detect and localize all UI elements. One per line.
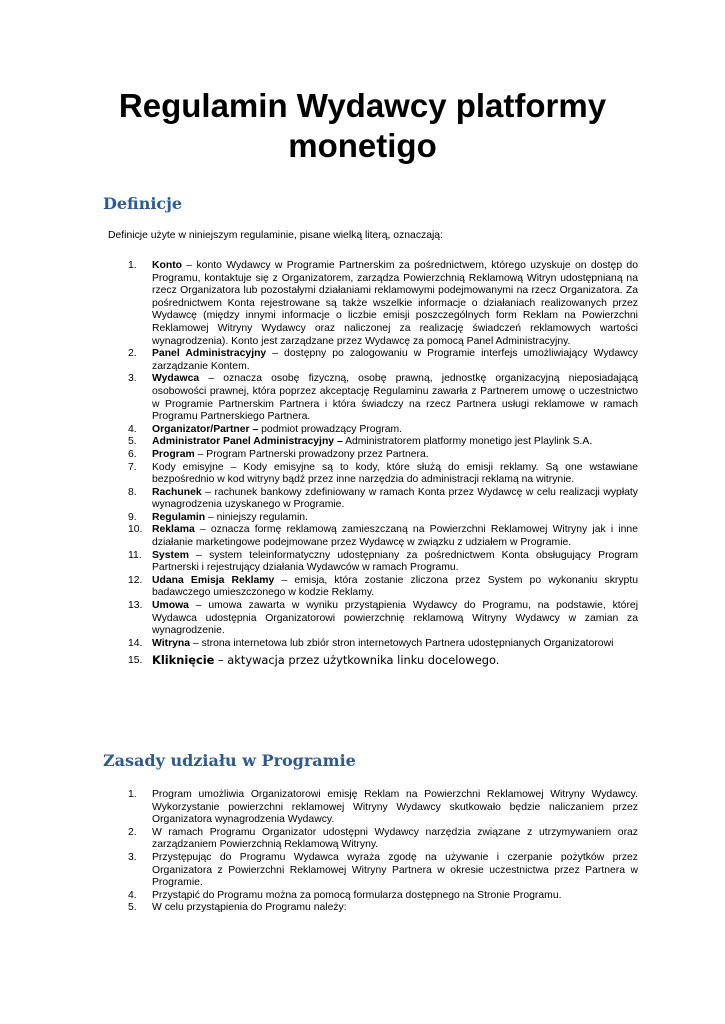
list-item: 3. Przystępując do Programu Wydawca wyraża zgodę na używanie i czerpanie pożytków przez Organizatora z Powierzchni Reklamowej Witryny Partnera w okresie uczestnictwa przez Partnera w Programie. [128, 851, 638, 889]
title-line-1: Regulamin Wydawcy platformy [118, 87, 607, 124]
list-item: 5. W celu przystąpienia do Programu należy: [128, 902, 347, 914]
list-item: 5. Administrator Panel Administracyjny – Administratorem platformy monetigo jest Playlink S.A. [128, 436, 593, 448]
definitions-intro: Definicje użyte w niniejszym regulaminie, pisane wielką literą, oznaczają: [108, 230, 443, 241]
list-item: 6. Program – Program Partnerski prowadzony przez Partnera. [128, 448, 429, 460]
section-heading-definitions: Definicje [103, 194, 183, 213]
list-item: 9. Regulamin – niniejszy regulamin. [128, 511, 308, 523]
title-line-2: monetigo [288, 127, 437, 164]
list-item: 1. Program umożliwia Organizatorowi emisję Reklam na Powierzchni Reklamowej Witryny Wydawcy. Wykorzystanie powierzchni reklamowej Witryny Wydawcy skutkowało będzie naliczaniem przez Organizatora wynagrodzenia Wydawcy. [128, 789, 638, 826]
list-item: 4. Przystąpić do Programu można za pomocą formularza dostępnego na Stronie Programu. [128, 889, 562, 901]
list-item: 12. Udana Emisja Reklamy – emisja, która zostanie zliczona przez System po wykonaniu skryptu badawczego umieszczonego w kodzie Reklamy. [128, 574, 638, 599]
list-item: 13. Umowa – umowa zawarta w wyniku przystąpienia Wydawcy do Programu, na podstawie, której Wydawca udostępnia Organizatorowi powierzchnię reklamową Witryny Wydawcy w zamian za wynagrodzenie. [128, 600, 638, 637]
document-title [60, 86, 665, 166]
list-item: 7. Kody emisyjne – Kody emisyjne są to kody, które służą do emisji reklamy. Są one wstawiane bezpośrednio w kod witryny bądź przez inne narzędzia do administracji reklamą na witrynie. [128, 461, 638, 486]
list-item: 15. Kliknięcie – aktywacja przez użytkownika linku docelowego. [128, 653, 500, 668]
list-item: 4. Organizator/Partner – podmiot prowadzący Program. [128, 423, 403, 435]
list-item: 2. W ramach Programu Organizator udostępni Wydawcy narzędzia związane z utrzymywaniem oraz zarządzaniem Powierzchnią Reklamową Witryny. [128, 826, 638, 851]
list-item: 3. Wydawca – oznacza osobę fizyczną, osobę prawną, jednostkę organizacyjną nieposiadającą osobowości prawnej, która poprzez akceptację Regulaminu zawarła z Partnerem umowę o uczestnictwo w Programie Partnerskim Partnera i która świadczy na rzecz Partnera usługi reklamowe w ramach Programu Partnerskiego Partnera. [128, 373, 638, 423]
definitions-list [128, 260, 638, 668]
list-item: 8. Rachunek – rachunek bankowy zdefiniowany w ramach Konta przez Wydawcę w celu realizacji wypłaty wynagrodzenia uzyskanego w Programie. [128, 486, 638, 511]
section-heading-rules: Zasady udziału w Programie [103, 751, 356, 770]
rules-list [128, 789, 638, 915]
list-item: 2. Panel Administracyjny – dostępny po zalogowaniu w Programie interfejs umożliwiający Wydawcy zarządzanie Kontem. [128, 348, 639, 372]
list-item: 1. Konto – konto Wydawcy w Programie Partnerskim za pośrednictwem, którego uzyskuje on dostęp do Programu, kontaktuje się z Organizatorem, zarządza Powierzchnią Reklamową Witryn udostępnianą na rzecz Organizatora lub pozostałymi działaniami reklamowymi podejmowanymi na rzecz Organizatora. Za pośrednictwem Konta rejestrowane są także wszelkie informacje o działaniach realizowanych przez Wydawcę (między innymi informacje o liczbie emisji poszczególnych form Reklam na Powierzchni Reklamowej Witryny Wydawcy oraz naliczonej za realizację świadczeń reklamowych wartości wynagrodzenia). Konto jest zarządzane przez Wydawcę za pomocą Panel Administracyjny. [128, 260, 638, 347]
list-item: 11. System – system teleinformatyczny udostępniany za pośrednictwem Konta obsługujący Program Partnerski i rejestrujący działania Wydawców w ramach Programu. [128, 549, 638, 574]
list-item: 14. Witryna – strona internetowa lub zbiór stron internetowych Partnera udostępnianych Organizatorowi [128, 637, 614, 649]
list-item: 10. Reklama – oznacza formę reklamową zamieszczaną na Powierzchni Reklamowej Witryny jak i inne działanie marketingowe podejmowane przez Wydawcę w związku z udziałem w Programie. [128, 524, 638, 549]
